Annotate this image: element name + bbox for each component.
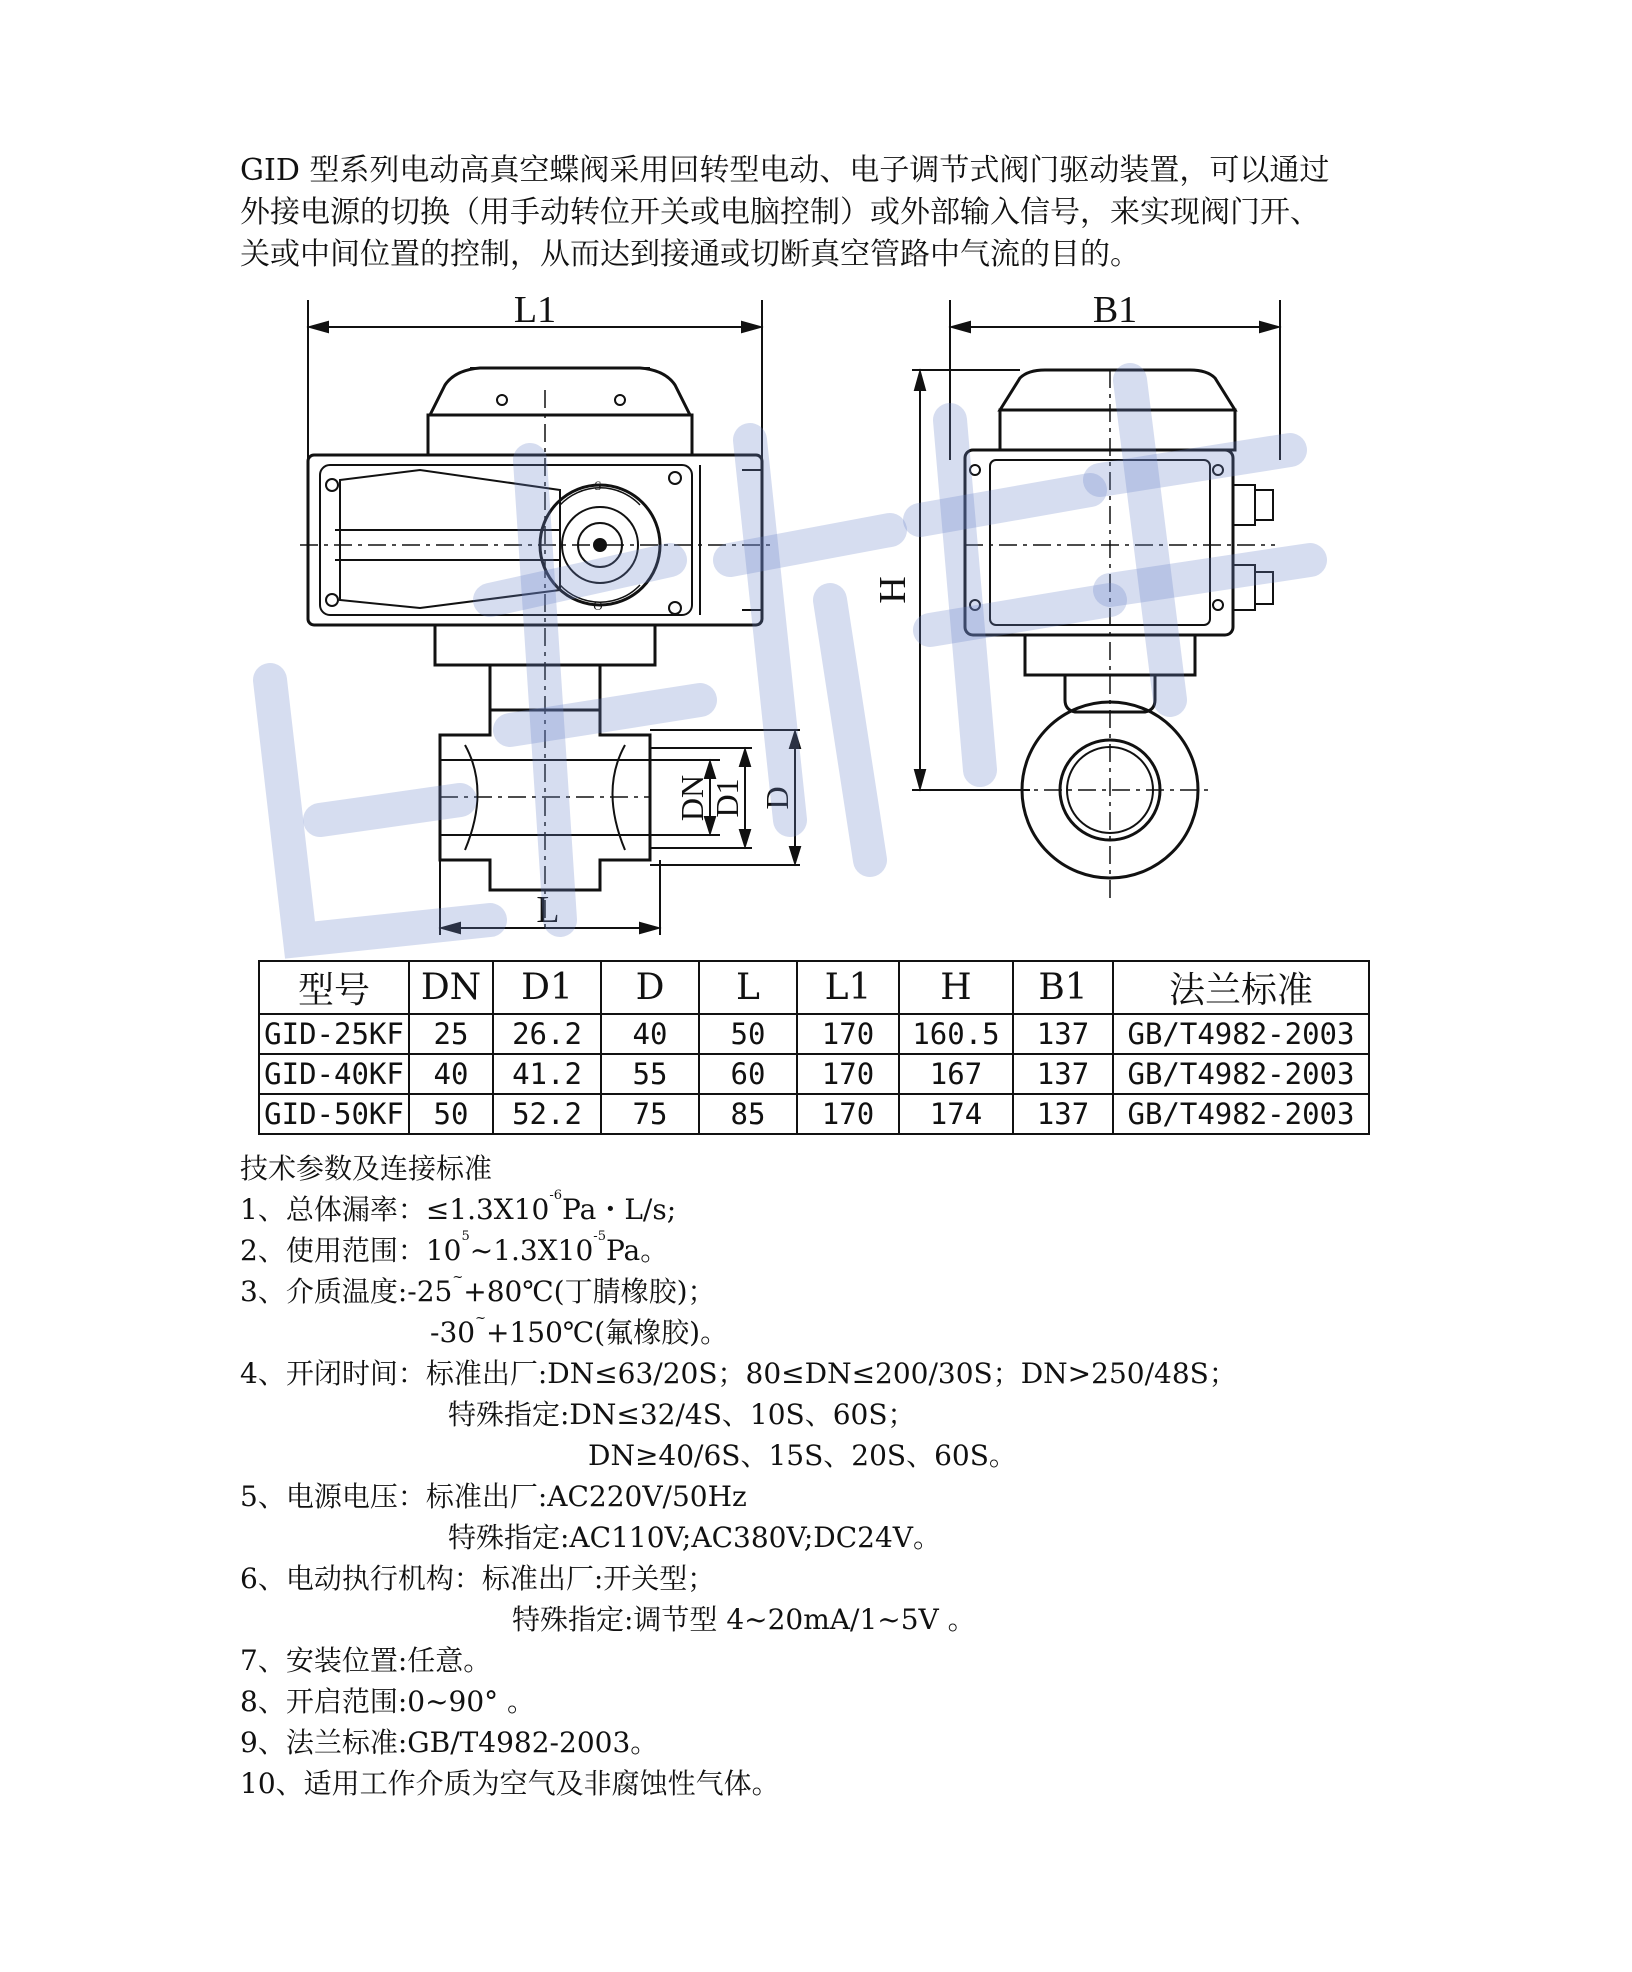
param-open-range: 8、开启范围:0~90° 。 (240, 1685, 536, 1718)
cell-l: 85 (699, 1094, 797, 1134)
table-row (259, 1094, 1369, 1134)
intro-line-1: GID 型系列电动高真空蝶阀采用回转型电动、电子调节式阀门驱动装置，可以通过 (240, 153, 1330, 188)
cell-l1: 170 (797, 1094, 899, 1134)
cell-model: GID-40KF (259, 1054, 409, 1094)
cell-flange-standard: GB/T4982-2003 (1113, 1094, 1369, 1134)
param-install-position: 7、安装位置:任意。 (240, 1644, 492, 1677)
cell-h: 174 (899, 1094, 1013, 1134)
table-row (259, 1054, 1369, 1094)
col-header-l: L (699, 961, 797, 1014)
table-row (259, 1014, 1369, 1054)
cell-d: 55 (601, 1054, 699, 1094)
params-title: 技术参数及连接标准 (240, 1152, 493, 1185)
cell-model: GID-25KF (259, 1014, 409, 1054)
cell-l1: 170 (797, 1014, 899, 1054)
param-range: 2、使用范围：$10^5\sim 1.3X10^{-5}Pa$。 (240, 1229, 669, 1267)
dim-label-l1: L1 (513, 289, 557, 331)
col-header-dn: DN (409, 961, 493, 1014)
cell-d1: 26.2 (493, 1014, 601, 1054)
cell-b1: 137 (1013, 1094, 1113, 1134)
param-medium: 10、适用工作介质为空气及非腐蚀性气体。 (240, 1767, 780, 1800)
cell-dn: 50 (409, 1094, 493, 1134)
dim-label-d: D (759, 786, 795, 810)
cell-model: GID-50KF (259, 1094, 409, 1134)
cell-d1: 52.2 (493, 1094, 601, 1134)
spec-table (258, 960, 1370, 1135)
col-header-d: D (601, 961, 699, 1014)
param-open-close-special-2: DN≥40/6S、15S、20S、60S。 (588, 1439, 1017, 1472)
cell-dn: 40 (409, 1054, 493, 1094)
param-voltage-special: 特殊指定:AC110V;AC380V;DC24V。 (448, 1521, 942, 1554)
param-voltage: 5、电源电压：标准出厂:AC220V/50Hz (240, 1480, 747, 1513)
dial-o-label: O (593, 598, 603, 613)
dial-s-label: S (594, 478, 602, 493)
param-flange-standard: 9、法兰标准:GB/T4982-2003。 (240, 1726, 659, 1759)
cell-b1: 137 (1013, 1014, 1113, 1054)
col-header-model: 型号 (259, 961, 409, 1014)
intro-line-2: 外接电源的切换（用手动转位开关或电脑控制）或外部输入信号，来实现阀门开、 (240, 195, 1320, 230)
param-actuator: 6、电动执行机构：标准出厂:开关型； (240, 1562, 716, 1595)
param-leak-rate: 1、总体漏率：$\le 1.3X10^{-6}Pa$・L/s; (240, 1188, 677, 1226)
param-temperature-2: -30~+150℃(氟橡胶)。 (430, 1311, 729, 1349)
dim-label-l: L (536, 889, 560, 931)
dim-label-b1: B1 (1092, 289, 1138, 331)
spec-table-header-row (259, 961, 1369, 1014)
col-header-b1: B1 (1013, 961, 1113, 1014)
param-open-close-time: 4、开闭时间：标准出厂:DN≤63/20S；80≤DN≤200/30S；DN>250/48S； (240, 1357, 1237, 1390)
dim-label-d1: D1 (709, 778, 745, 818)
param-temperature: 3、介质温度:-25~+80℃(丁腈橡胶)； (240, 1270, 716, 1308)
cell-flange-standard: GB/T4982-2003 (1113, 1014, 1369, 1054)
front-view (300, 300, 800, 935)
dim-label-dn: DN (674, 774, 710, 822)
cell-h: 167 (899, 1054, 1013, 1094)
cell-flange-standard: GB/T4982-2003 (1113, 1054, 1369, 1094)
col-header-l1: L1 (797, 961, 899, 1014)
param-actuator-special: 特殊指定:调节型 4~20mA/1~5V 。 (512, 1603, 976, 1636)
valve-technical-drawing (0, 0, 1632, 960)
col-header-d1: D1 (493, 961, 601, 1014)
col-header-h: H (899, 961, 1013, 1014)
technical-parameters (240, 1148, 1237, 1804)
cell-l: 50 (699, 1014, 797, 1054)
cell-h: 160.5 (899, 1014, 1013, 1054)
col-header-flange-standard: 法兰标准 (1113, 961, 1369, 1014)
side-view (912, 300, 1280, 900)
cell-d: 75 (601, 1094, 699, 1134)
intro-line-3: 关或中间位置的控制，从而达到接通或切断真空管路中气流的目的。 (240, 237, 1140, 272)
cell-l1: 170 (797, 1054, 899, 1094)
param-open-close-special: 特殊指定:DN≤32/4S、10S、60S； (448, 1398, 916, 1431)
cell-d: 40 (601, 1014, 699, 1054)
cell-b1: 137 (1013, 1054, 1113, 1094)
cell-d1: 41.2 (493, 1054, 601, 1094)
cell-dn: 25 (409, 1014, 493, 1054)
dim-label-h: H (872, 576, 914, 604)
cell-l: 60 (699, 1054, 797, 1094)
